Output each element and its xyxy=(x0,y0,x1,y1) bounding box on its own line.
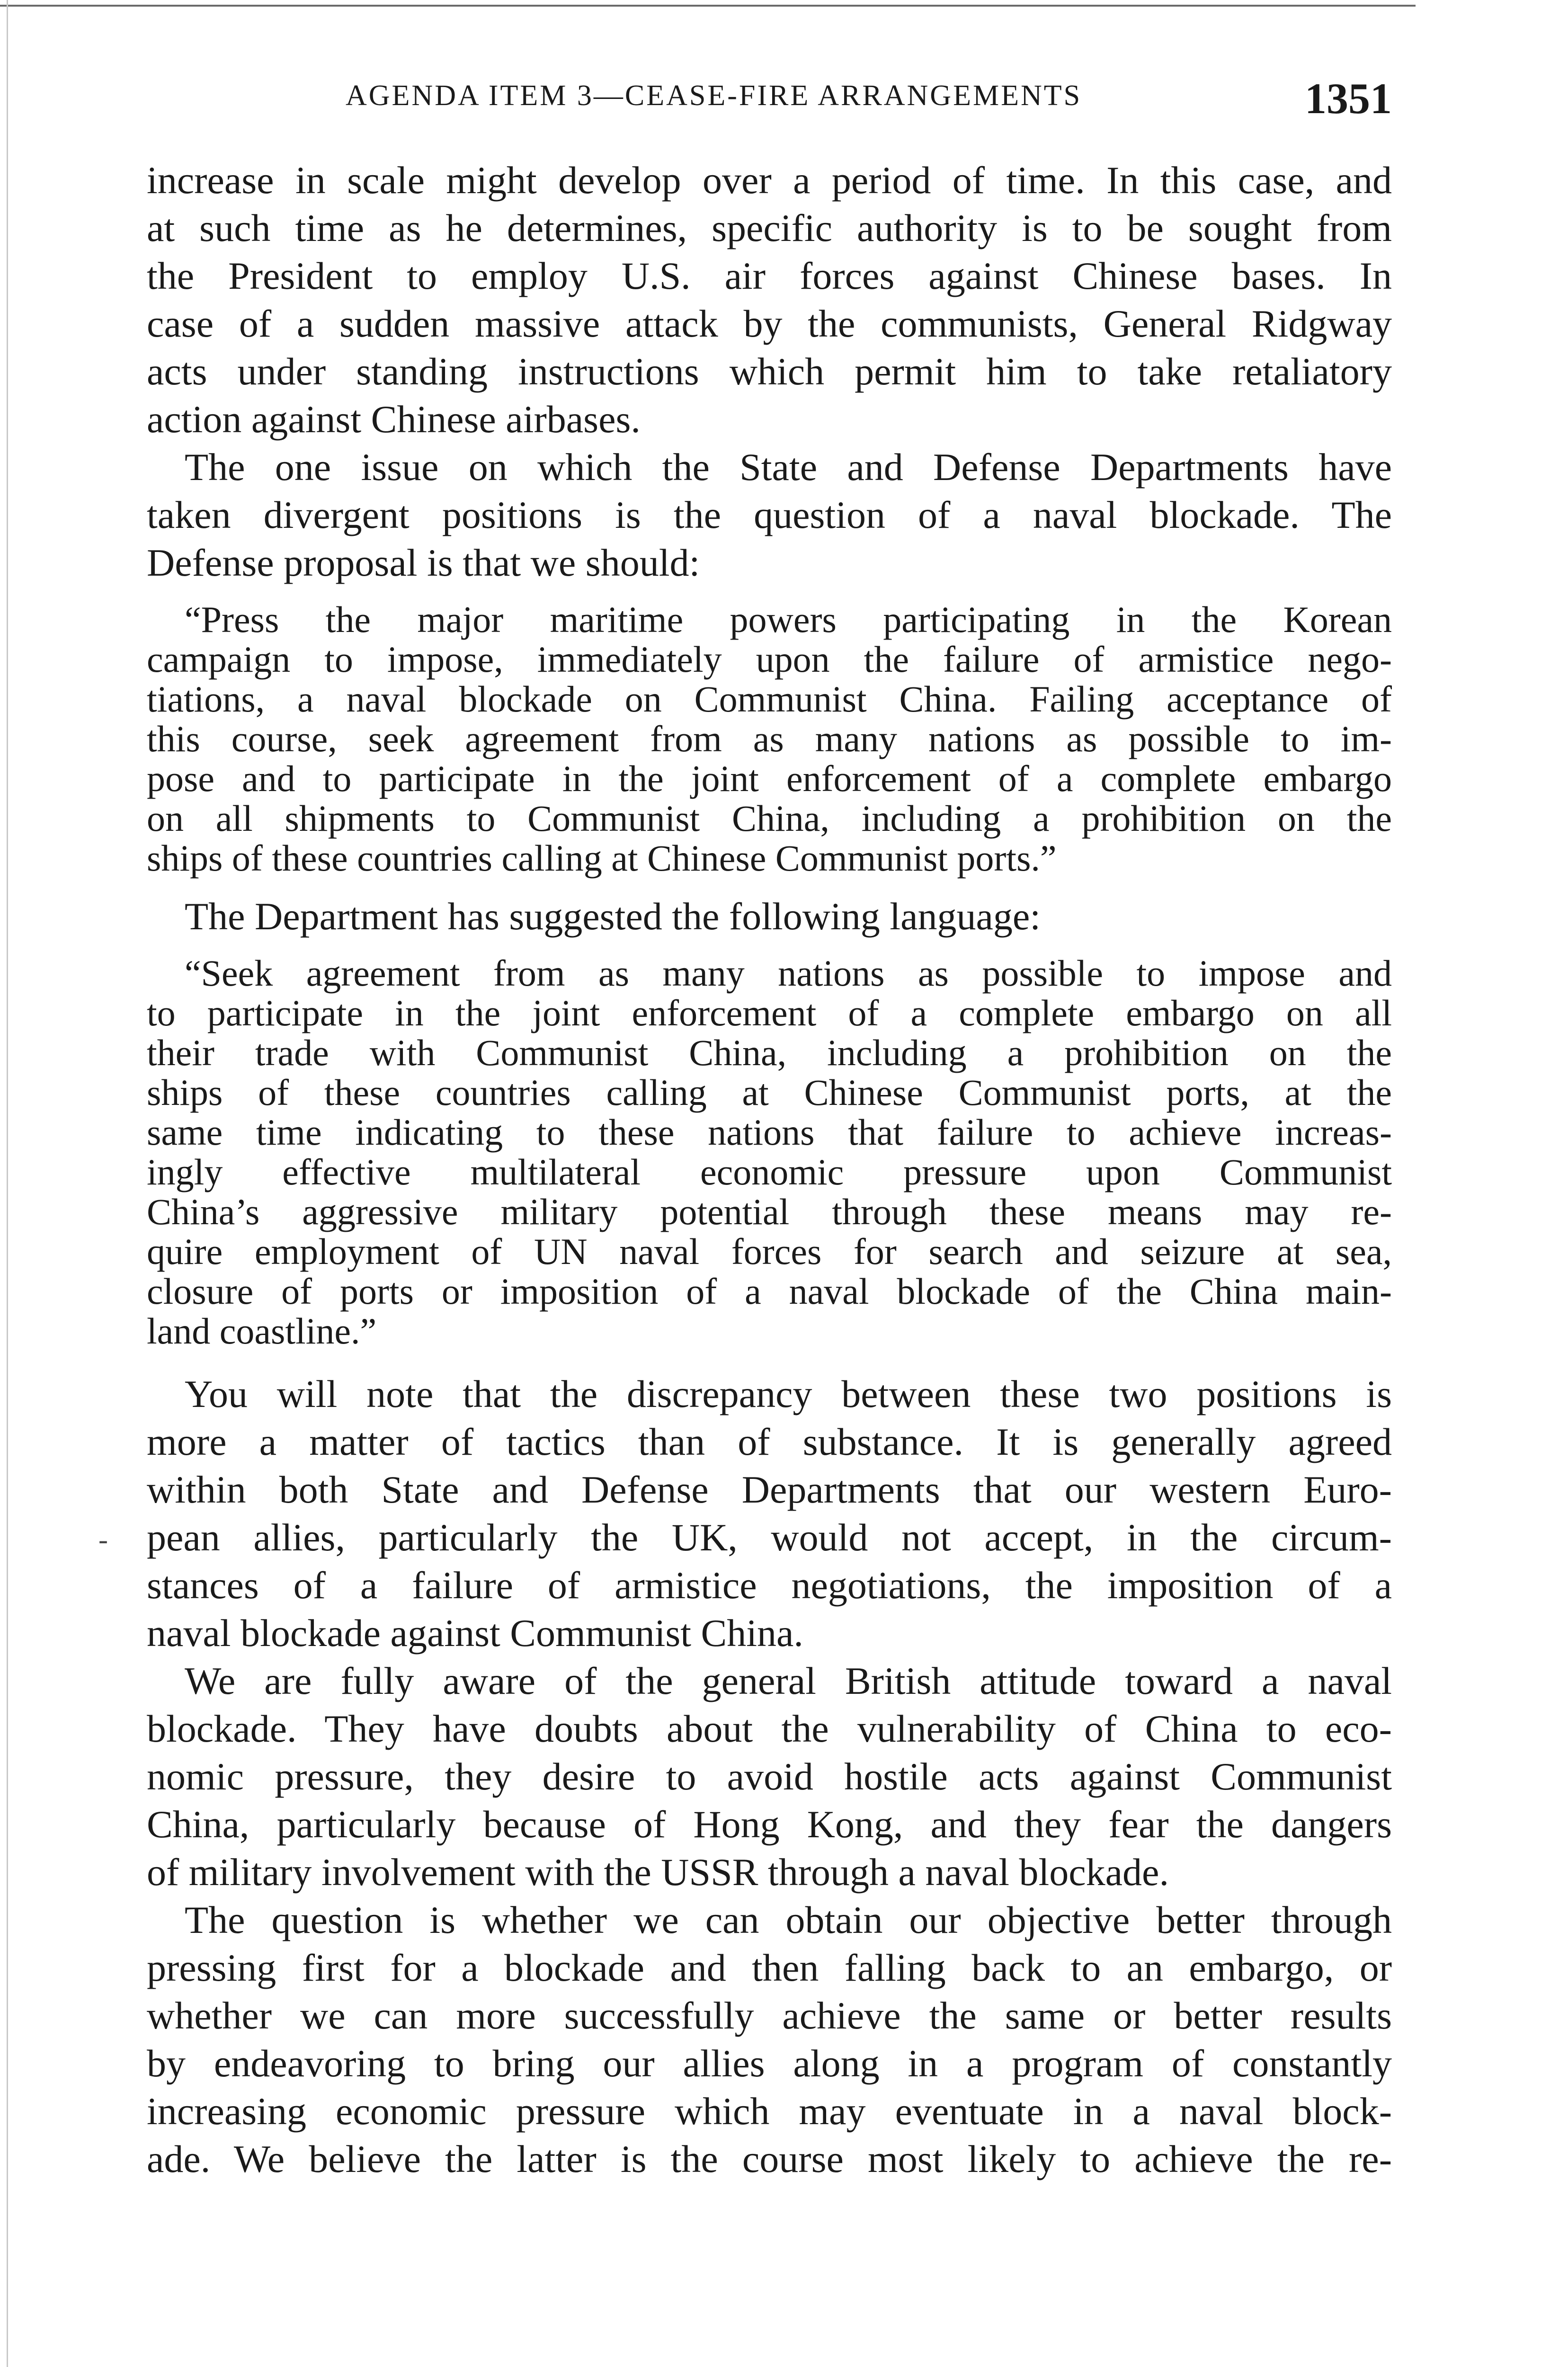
text-line: within both State and Defense Departments that our western Euro- xyxy=(147,1468,1392,1511)
text-line: action against Chinese airbases. xyxy=(147,398,641,441)
text-line: ships of these countries calling at Chinese Communist ports.” xyxy=(147,837,1057,879)
text-line: taken divergent positions is the question of a naval blockade. The xyxy=(147,493,1392,536)
text-line: their trade with Communist China, including a prohibition on the xyxy=(147,1032,1392,1073)
text-line: stances of a failure of armistice negotiations, the imposition of a xyxy=(147,1564,1392,1607)
text-line: naval blockade against Communist China. xyxy=(147,1611,803,1655)
text-line: land coastline.” xyxy=(147,1310,377,1352)
text-line: whether we can more successfully achieve the same or better results xyxy=(147,1994,1392,2037)
text-line: The one issue on which the State and Defense Departments have xyxy=(185,445,1392,489)
text-line: pean allies, particularly the UK, would not accept, in the circum- xyxy=(147,1516,1392,1559)
quote-defense-proposal xyxy=(147,600,1392,878)
paragraph-3 xyxy=(147,892,1392,940)
text-line: ade. We believe the latter is the course most likely to achieve the re- xyxy=(147,2137,1392,2180)
text-line: nomic pressure, they desire to avoid hostile acts against Communist xyxy=(147,1755,1392,1798)
text-line: tiations, a naval blockade on Communist China. Failing acceptance of xyxy=(147,678,1392,720)
text-line: The question is whether we can obtain our objective better through xyxy=(185,1898,1392,1941)
text-line: of military involvement with the USSR through a naval blockade. xyxy=(147,1851,1169,1894)
text-line: acts under standing instructions which permit him to take retaliatory xyxy=(147,350,1392,393)
text-line: case of a sudden massive attack by the communists, General Ridgway xyxy=(147,302,1392,345)
paragraph-2 xyxy=(147,443,1392,587)
body-text xyxy=(147,156,1392,2183)
text-line: to participate in the joint enforcement of a complete embargo on all xyxy=(147,992,1392,1033)
text-line: The Department has suggested the following language: xyxy=(185,895,1041,938)
paragraph-4 xyxy=(147,1370,1392,1657)
text-line: same time indicating to these nations that failure to achieve increas- xyxy=(147,1112,1392,1153)
text-line: ingly effective multilateral economic pressure upon Communist xyxy=(147,1151,1392,1192)
text-line: Defense proposal is that we should: xyxy=(147,541,700,584)
text-line: the President to employ U.S. air forces against Chinese bases. In xyxy=(147,254,1392,297)
scan-top-edge xyxy=(0,0,1416,7)
text-line: We are fully aware of the general British attitude toward a naval xyxy=(185,1659,1392,1702)
text-line: blockade. They have doubts about the vulnerability of China to eco- xyxy=(147,1707,1392,1750)
text-line: pose and to participate in the joint enforcement of a complete embargo xyxy=(147,758,1392,799)
paragraph-1 xyxy=(147,156,1392,443)
text-line: campaign to impose, immediately upon the failure of armistice nego- xyxy=(147,639,1392,680)
page-number: 1351 xyxy=(1305,74,1392,123)
text-line: “Press the major maritime powers participating in the Korean xyxy=(185,599,1392,640)
text-line: ships of these countries calling at Chinese Communist ports, at the xyxy=(147,1072,1392,1113)
paragraph-6 xyxy=(147,1896,1392,2183)
quote-department-language xyxy=(147,953,1392,1351)
running-header xyxy=(147,73,1392,125)
text-line: at such time as he determines, specific authority is to be sought from xyxy=(147,206,1392,249)
paragraph-5 xyxy=(147,1657,1392,1896)
text-line: on all shipments to Communist China, including a prohibition on the xyxy=(147,798,1392,839)
running-title: AGENDA ITEM 3—CEASE-FIRE ARRANGEMENTS xyxy=(346,80,1082,112)
text-line: You will note that the discrepancy between these two positions is xyxy=(185,1372,1392,1415)
text-line: closure of ports or imposition of a naval blockade of the China main- xyxy=(147,1271,1392,1312)
text-line: China’s aggressive military potential through these means may re- xyxy=(147,1191,1392,1232)
text-line: China, particularly because of Hong Kong, and they fear the dangers xyxy=(147,1803,1392,1846)
text-line: “Seek agreement from as many nations as possible to impose and xyxy=(185,952,1392,994)
text-line: more a matter of tactics than of substance. It is generally agreed xyxy=(147,1420,1392,1463)
text-line: by endeavoring to bring our allies along in a program of constantly xyxy=(147,2042,1392,2085)
text-line: increase in scale might develop over a period of time. In this case, and xyxy=(147,159,1392,202)
text-line: increasing economic pressure which may eventuate in a naval block- xyxy=(147,2090,1392,2133)
text-line: quire employment of UN naval forces for search and seizure at sea, xyxy=(147,1231,1392,1272)
scan-left-edge xyxy=(7,0,8,2367)
margin-mark: - xyxy=(98,1524,108,1555)
text-line: this course, seek agreement from as many nations as possible to im- xyxy=(147,718,1392,759)
text-line: pressing first for a blockade and then falling back to an embargo, or xyxy=(147,1946,1392,1989)
